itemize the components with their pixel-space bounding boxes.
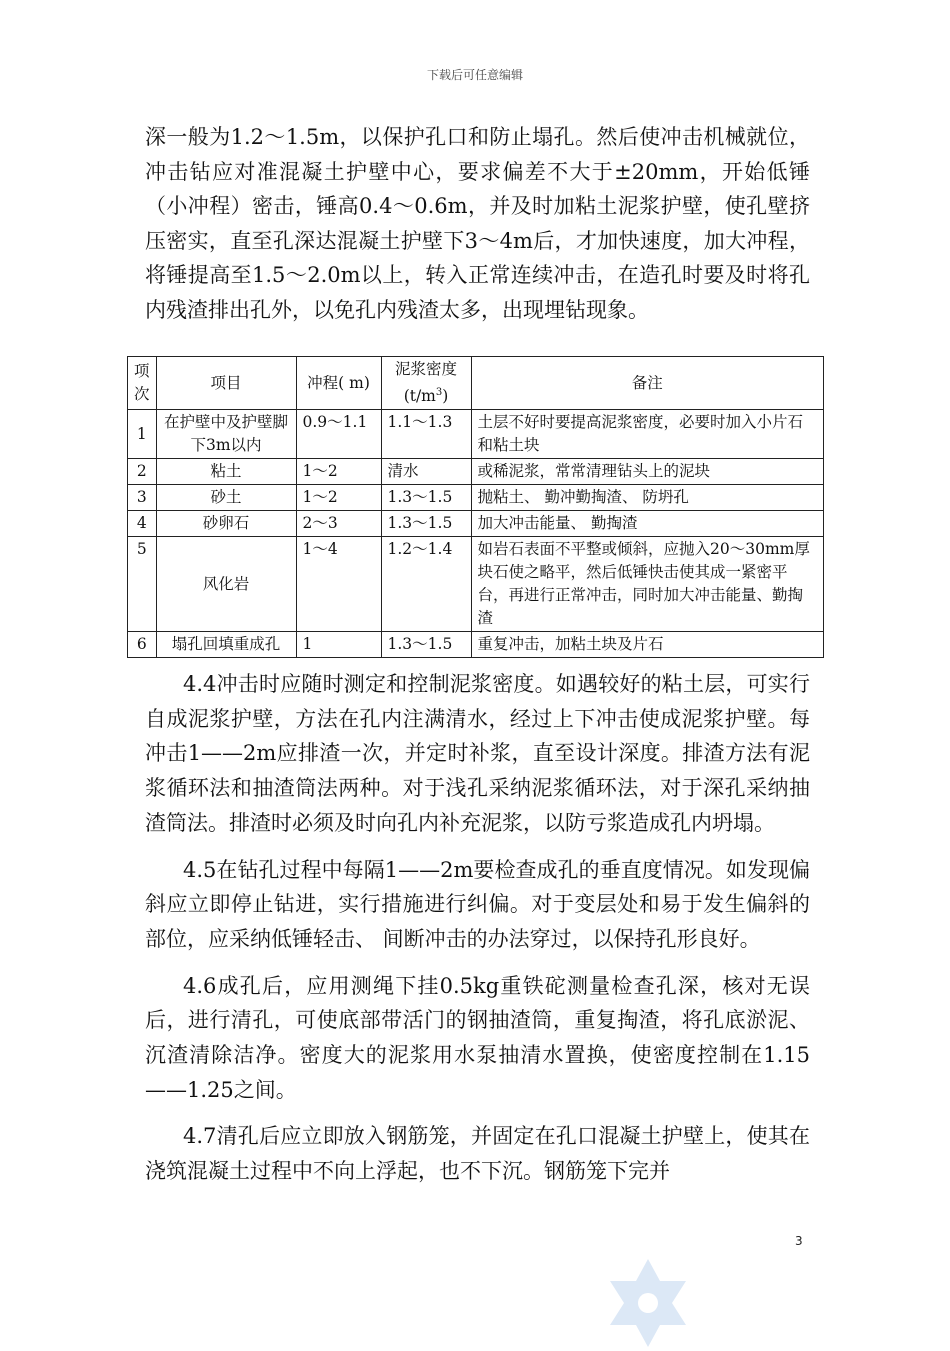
header-cell-note: 备注 [471,357,823,410]
row-stroke: 1～2 [296,485,381,511]
table-header-row [128,357,824,410]
row-item: 粘土 [156,459,296,485]
row-item: 塌孔回填重成孔 [156,632,296,658]
row-no: 2 [128,459,157,485]
row-no: 1 [128,410,157,459]
header-density-unit: (t/m [403,387,436,406]
row-item: 砂土 [156,485,296,511]
table-row [128,632,824,658]
page-number: 3 [795,1234,803,1248]
paragraph-4-4: 4.4冲击时应随时测定和控制泥浆密度。如遇较好的粘土层，可实行自成泥浆护壁，方法在孔内注满清水，经过上下冲击使成泥浆护壁。每冲击1——2m应排渣一次，并定时补浆，直至设计深度。排渣方法有泥浆循环法和抽渣筒法两种。对于浅孔采纳泥浆循环法，对于深孔采纳抽渣筒法。排渣时必须及时向孔内补充泥浆，以防亏浆造成孔内坍塌。 [145,672,810,835]
header-no-line2: 次 [134,385,150,404]
row-density: 1.3～1.5 [381,511,471,537]
header-no-line1: 项 [134,362,150,381]
row-density: 1.3～1.5 [381,632,471,658]
paragraph-4-5: 4.5在钻孔过程中每隔1——2m要检查成孔的垂直度情况。如发现偏斜应立即停止钻进，实行措施进行纠偏。对于变层处和易于发生偏斜的部位，应采纳低锤轻击、 间断冲击的办法穿过，以保持孔形良好。 [145,857,810,951]
watermark-center [638,1293,658,1313]
row-no: 6 [128,632,157,658]
header-cell-stroke: 冲程( m) [296,357,381,410]
table-row [128,485,824,511]
row-density: 1.3～1.5 [381,485,471,511]
row-note: 抛粘土、 勤冲勤掏渣、 防坍孔 [471,485,823,511]
header-density-close: ) [442,387,449,406]
page-header: 下载后可任意编辑 [426,68,523,82]
row-stroke: 1 [296,632,381,658]
row-item: 砂卵石 [156,511,296,537]
row-density: 1.2～1.4 [381,537,471,632]
row-no: 4 [128,511,157,537]
header-cell-density [381,357,471,410]
row-note: 加大冲击能量、 勤掏渣 [471,511,823,537]
table-row [128,511,824,537]
row-no: 5 [128,537,157,632]
header-density-sup: 3 [435,387,443,398]
header-density-line1: 泥浆密度 [395,360,458,378]
row-note: 或稀泥浆，常常清理钻头上的泥块 [471,459,823,485]
body-section [145,667,810,1189]
row-density: 清水 [381,459,471,485]
table-row [128,537,824,632]
table-row [128,459,824,485]
row-stroke: 1～4 [296,537,381,632]
row-item: 在护壁中及护壁脚下3m以内 [156,410,296,459]
row-note: 重复冲击，加粘土块及片石 [471,632,823,658]
paragraph-4-6: 4.6成孔后，应用测绳下挂0.5kg重铁砣测量检查孔深，核对无误后，进行清孔，可使底部带活门的钢抽渣筒，重复掏渣，将孔底淤泥、 沉渣清除洁净。密度大的泥浆用水泵抽清水置换，使密度控制在1.15——1.25之间。 [145,973,810,1102]
row-no: 3 [128,485,157,511]
row-note: 土层不好时要提高泥浆密度，必要时加入小片石和粘土块 [471,410,823,459]
impact-stroke-table [127,356,824,658]
watermark-shape [610,1259,686,1347]
header-cell-item: 项目 [156,357,296,410]
row-note: 如岩石表面不平整或倾斜，应抛入20～30mm厚块石使之略平，然后低锤快击使其成一紧密平台，再进行正常冲击，同时加大冲击能量、勤掏渣 [471,537,823,632]
intro-paragraph: 深一般为1.2～1.5m，以保护孔口和防止塌孔。然后使冲击机械就位，冲击钻应对准混凝土护壁中心，要求偏差不大于±20mm，开始低锤（小冲程）密击，锤高0.4～0.6m，并及时加粘土泥浆护壁，使孔壁挤压密实，直至孔深达混凝土护壁下3～4m后，才加快速度，加大冲程，将锤提高至1.5～2.0m以上，转入正常连续冲击，在造孔时要及时将孔内残渣排出孔外，以免孔内残渣太多，出现埋钻现象。 [145,125,810,322]
row-item: 风化岩 [156,537,296,632]
row-stroke: 1～2 [296,459,381,485]
row-stroke: 2～3 [296,511,381,537]
table-row [128,410,824,459]
header-cell-no [128,357,157,410]
row-density: 1.1～1.3 [381,410,471,459]
paragraph-4-7: 4.7清孔后应立即放入钢筋笼，并固定在孔口混凝土护壁上，使其在浇筑混凝土过程中不向上浮起，也不下沉。钢筋笼下完并 [145,1124,810,1184]
row-stroke: 0.9～1.1 [296,410,381,459]
snowflake-watermark-icon [600,1255,696,1351]
